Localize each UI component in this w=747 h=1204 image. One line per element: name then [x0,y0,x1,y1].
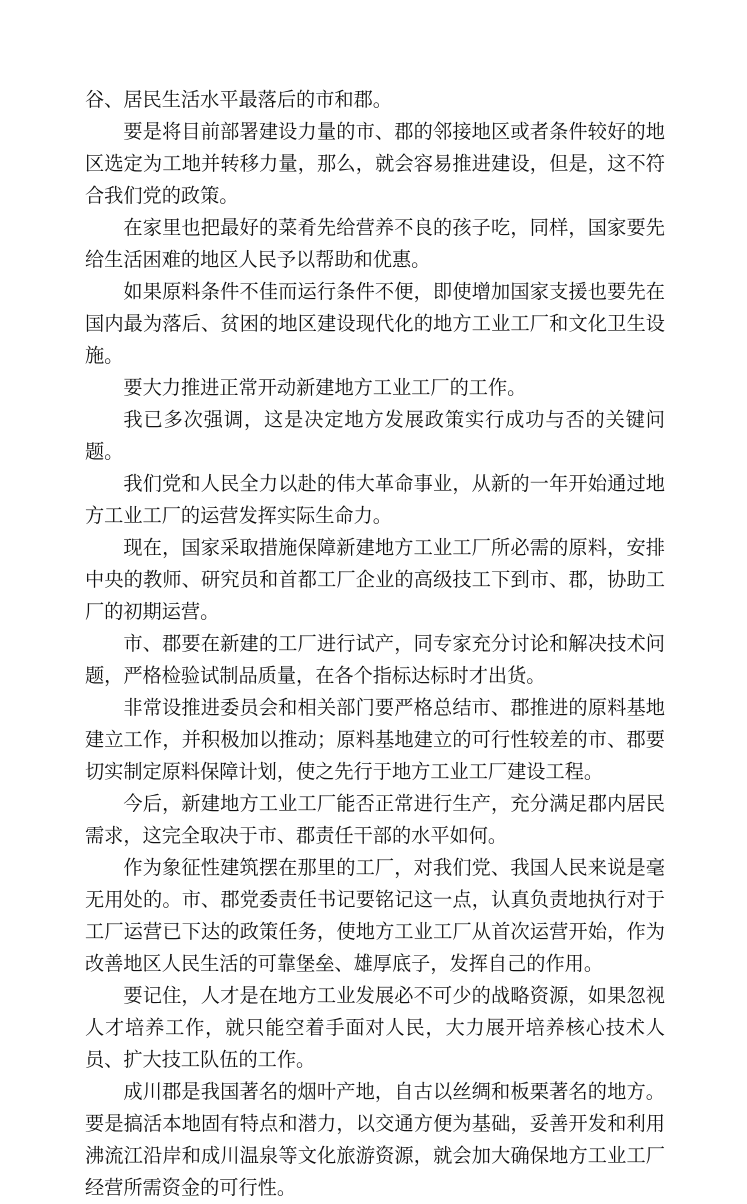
paragraph: 我已多次强调，这是决定地方发展政策实行成功与否的关键问题。 [85,408,665,463]
paragraph: 今后，新建地方工业工厂能否正常进行生产，充分满足郡内居民需求，这完全取决于市、郡责任干部的水平如何。 [85,792,665,847]
paragraph: 现在，国家采取措施保障新建地方工业工厂所必需的原料，安排中央的教师、研究员和首都工厂企业的高级技工下到市、郡，协助工厂的初期运营。 [85,536,665,623]
paragraph: 作为象征性建筑摆在那里的工厂，对我们党、我国人民来说是毫无用处的。市、郡党委责任书记要铭记这一点，认真负责地执行对于工厂运营已下达的政策任务，使地方工业工厂从首次运营开始，作为改善地区人民生活的可靠堡垒、雄厚底子，发挥自己的作用。 [85,856,665,975]
paragraph: 在家里也把最好的菜肴先给营养不良的孩子吃，同样，国家要先给生活困难的地区人民予以帮助和优惠。 [85,216,665,271]
paragraph-continuation: 谷、居民生活水平最落后的市和郡。 [85,88,392,111]
document-body [85,84,665,1204]
paragraph: 市、郡要在新建的工厂进行试产，同专家充分讨论和解决技术问题，严格检验试制品质量，在各个指标达标时才出货。 [85,632,665,687]
paragraph: 要记住，人才是在地方工业发展必不可少的战略资源，如果忽视人才培养工作，就只能空着手面对人民，大力展开培养核心技术人员、扩大技工队伍的工作。 [85,984,665,1071]
paragraph: 要大力推进正常开动新建地方工业工厂的工作。 [123,376,527,399]
paragraph: 非常设推进委员会和相关部门要严格总结市、郡推进的原料基地建立工作，并积极加以推动；原料基地建立的可行性较差的市、郡要切实制定原料保障计划，使之先行于地方工业工厂建设工程。 [85,696,665,783]
paragraph: 成川郡是我国著名的烟叶产地，自古以丝绸和板栗著名的地方。要是搞活本地固有特点和潜力，以交通方便为基础，妥善开发和利用沸流江沿岸和成川温泉等文化旅游资源，就会加大确保地方工业工厂经营所需资金的可行性。 [85,1080,665,1199]
paragraph: 如果原料条件不佳而运行条件不便，即使增加国家支援也要先在国内最为落后、贫困的地区建设现代化的地方工业工厂和文化卫生设施。 [85,280,665,367]
paragraph: 我们党和人民全力以赴的伟大革命事业，从新的一年开始通过地方工业工厂的运营发挥实际生命力。 [85,472,665,527]
paragraph: 要是将目前部署建设力量的市、郡的邻接地区或者条件较好的地区选定为工地并转移力量，那么，就会容易推进建设，但是，这不符合我们党的政策。 [85,120,665,207]
